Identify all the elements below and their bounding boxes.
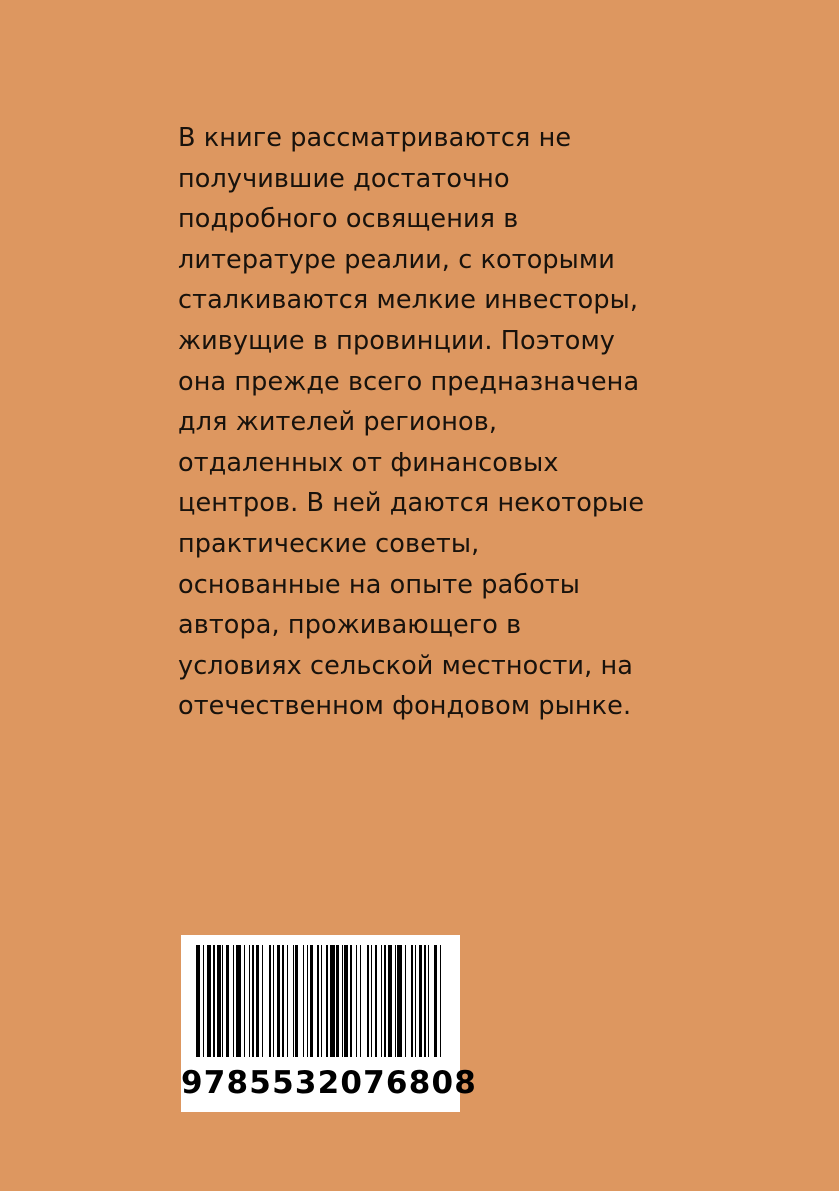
barcode-digits: 9785532076808 xyxy=(181,1065,478,1101)
barcode-bars xyxy=(196,945,445,1057)
back-cover-blurb: В книге рассматриваются не получившие достаточно подробного освящения в литературе реалии, с которыми сталкиваются мелкие инвесторы, живущие в провинции. Поэтому она прежде всего предназначена для жителей регионов, отдаленных от финансовых центров. В ней даются некоторые практические советы, основанные на опыте работы автора, проживающего в условиях сельской местности, на отечественном фондовом рынке. xyxy=(178,123,645,722)
barcode-block xyxy=(181,935,478,1112)
